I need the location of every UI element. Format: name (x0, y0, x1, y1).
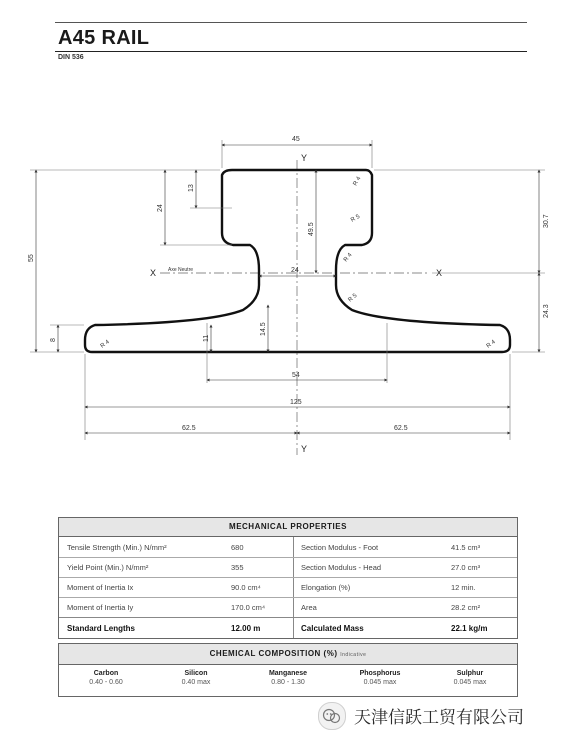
row-separator (59, 557, 517, 558)
property-value: 12 min. (451, 583, 476, 592)
element-carbon (61, 670, 151, 686)
property-label: Elongation (%) (301, 583, 351, 592)
property-value: 355 (231, 563, 244, 572)
property-label: Section Modulus - Head (301, 563, 382, 572)
dim-web-height: 49.5 (308, 222, 315, 236)
element-name: Manganese (268, 670, 308, 677)
dim-web-thickness: 24 (291, 267, 299, 274)
dim-foot-edge-height: 11 (203, 334, 210, 342)
dim-foot-inner-height: 14.5 (260, 322, 267, 336)
property-value: 27.0 cm³ (451, 563, 481, 572)
chemical-composition-note: Indicative (340, 652, 367, 658)
y-axis-label-top: Y (301, 153, 308, 163)
extension-lines (30, 140, 545, 440)
standard-lengths-label: Standard Lengths (67, 624, 136, 633)
row-separator (59, 597, 517, 598)
property-value: 41.5 cm³ (451, 543, 481, 552)
radius-foot-left: R 4 (99, 339, 111, 350)
dim-head-depth: 13 (188, 184, 195, 192)
property-value: 90.0 cm⁴ (231, 583, 261, 592)
dim-total-height: 55 (28, 254, 35, 262)
property-row-totals (59, 617, 517, 638)
property-value: 28.2 cm² (451, 603, 481, 612)
y-axis-label-bottom: Y (301, 444, 308, 454)
radius-web: R 4 (342, 252, 354, 264)
dim-right-half: 62.5 (394, 425, 408, 432)
element-name: Sulphur (456, 670, 484, 677)
chemical-composition-table (58, 643, 518, 697)
dim-right-upper: 30.7 (543, 214, 550, 228)
property-label: Moment of Inertia Ix (67, 583, 134, 592)
x-axis-label-right: X (436, 268, 443, 278)
property-row (59, 597, 517, 617)
element-sulphur (425, 670, 515, 686)
rail-outline (85, 170, 510, 352)
dim-right-lower: 24.3 (543, 304, 550, 318)
radius-head-top: R 4 (352, 175, 363, 187)
property-row (59, 577, 517, 597)
dimension-lines (36, 145, 539, 433)
mechanical-properties-title: MECHANICAL PROPERTIES (59, 518, 517, 537)
element-value: 0.40 max (181, 679, 211, 686)
element-value: 0.045 max (453, 679, 487, 686)
standard-label: DIN 536 (58, 54, 84, 61)
property-label: Area (301, 603, 317, 612)
chemical-composition-title: CHEMICAL COMPOSITION (%) (209, 649, 338, 658)
x-axis-label-left: X (150, 268, 157, 278)
calculated-mass-value: 22.1 kg/m (451, 624, 488, 633)
neutral-axis-label: Axe Neutre (168, 267, 194, 273)
element-name: Silicon (184, 670, 208, 677)
watermark (318, 698, 568, 730)
mechanical-properties-table (58, 517, 518, 639)
dim-head-width: 45 (292, 136, 300, 143)
page-title: A45 RAIL (58, 27, 150, 49)
element-value: 0.40 - 0.60 (89, 679, 123, 686)
element-silicon (151, 670, 241, 686)
property-value: 680 (231, 543, 244, 552)
watermark-text: 天津信跃工贸有限公司 (354, 708, 524, 727)
element-manganese (243, 670, 333, 686)
element-name: Carbon (93, 670, 119, 677)
wechat-icon (318, 702, 346, 730)
chemical-composition-header (59, 644, 517, 665)
dim-foot-left-height: 8 (50, 338, 57, 342)
dim-foot-width: 125 (290, 399, 302, 406)
property-label: Tensile Strength (Min.) N/mm² (67, 543, 167, 552)
dim-foot-top-width: 54 (292, 372, 300, 379)
property-row (59, 557, 517, 577)
radius-foot-right: R 4 (485, 339, 497, 350)
mechanical-properties-body (59, 537, 517, 638)
property-row (59, 537, 517, 557)
standard-lengths-value: 12.00 m (231, 624, 261, 633)
element-name: Phosphorus (359, 670, 401, 677)
radius-web-low: R 5 (347, 292, 359, 304)
radius-head-mid: R 5 (350, 213, 362, 224)
calculated-mass-label: Calculated Mass (301, 624, 364, 633)
row-separator (59, 577, 517, 578)
dim-head-height: 24 (157, 204, 164, 212)
property-label: Moment of Inertia Iy (67, 603, 134, 612)
dim-left-half: 62.5 (182, 425, 196, 432)
property-label: Section Modulus - Foot (301, 543, 379, 552)
element-value: 0.80 - 1.30 (271, 679, 305, 686)
property-label: Yield Point (Min.) N/mm² (67, 563, 149, 572)
element-phosphorus (335, 670, 425, 686)
element-value: 0.045 max (363, 679, 397, 686)
property-value: 170.0 cm⁴ (231, 603, 266, 612)
